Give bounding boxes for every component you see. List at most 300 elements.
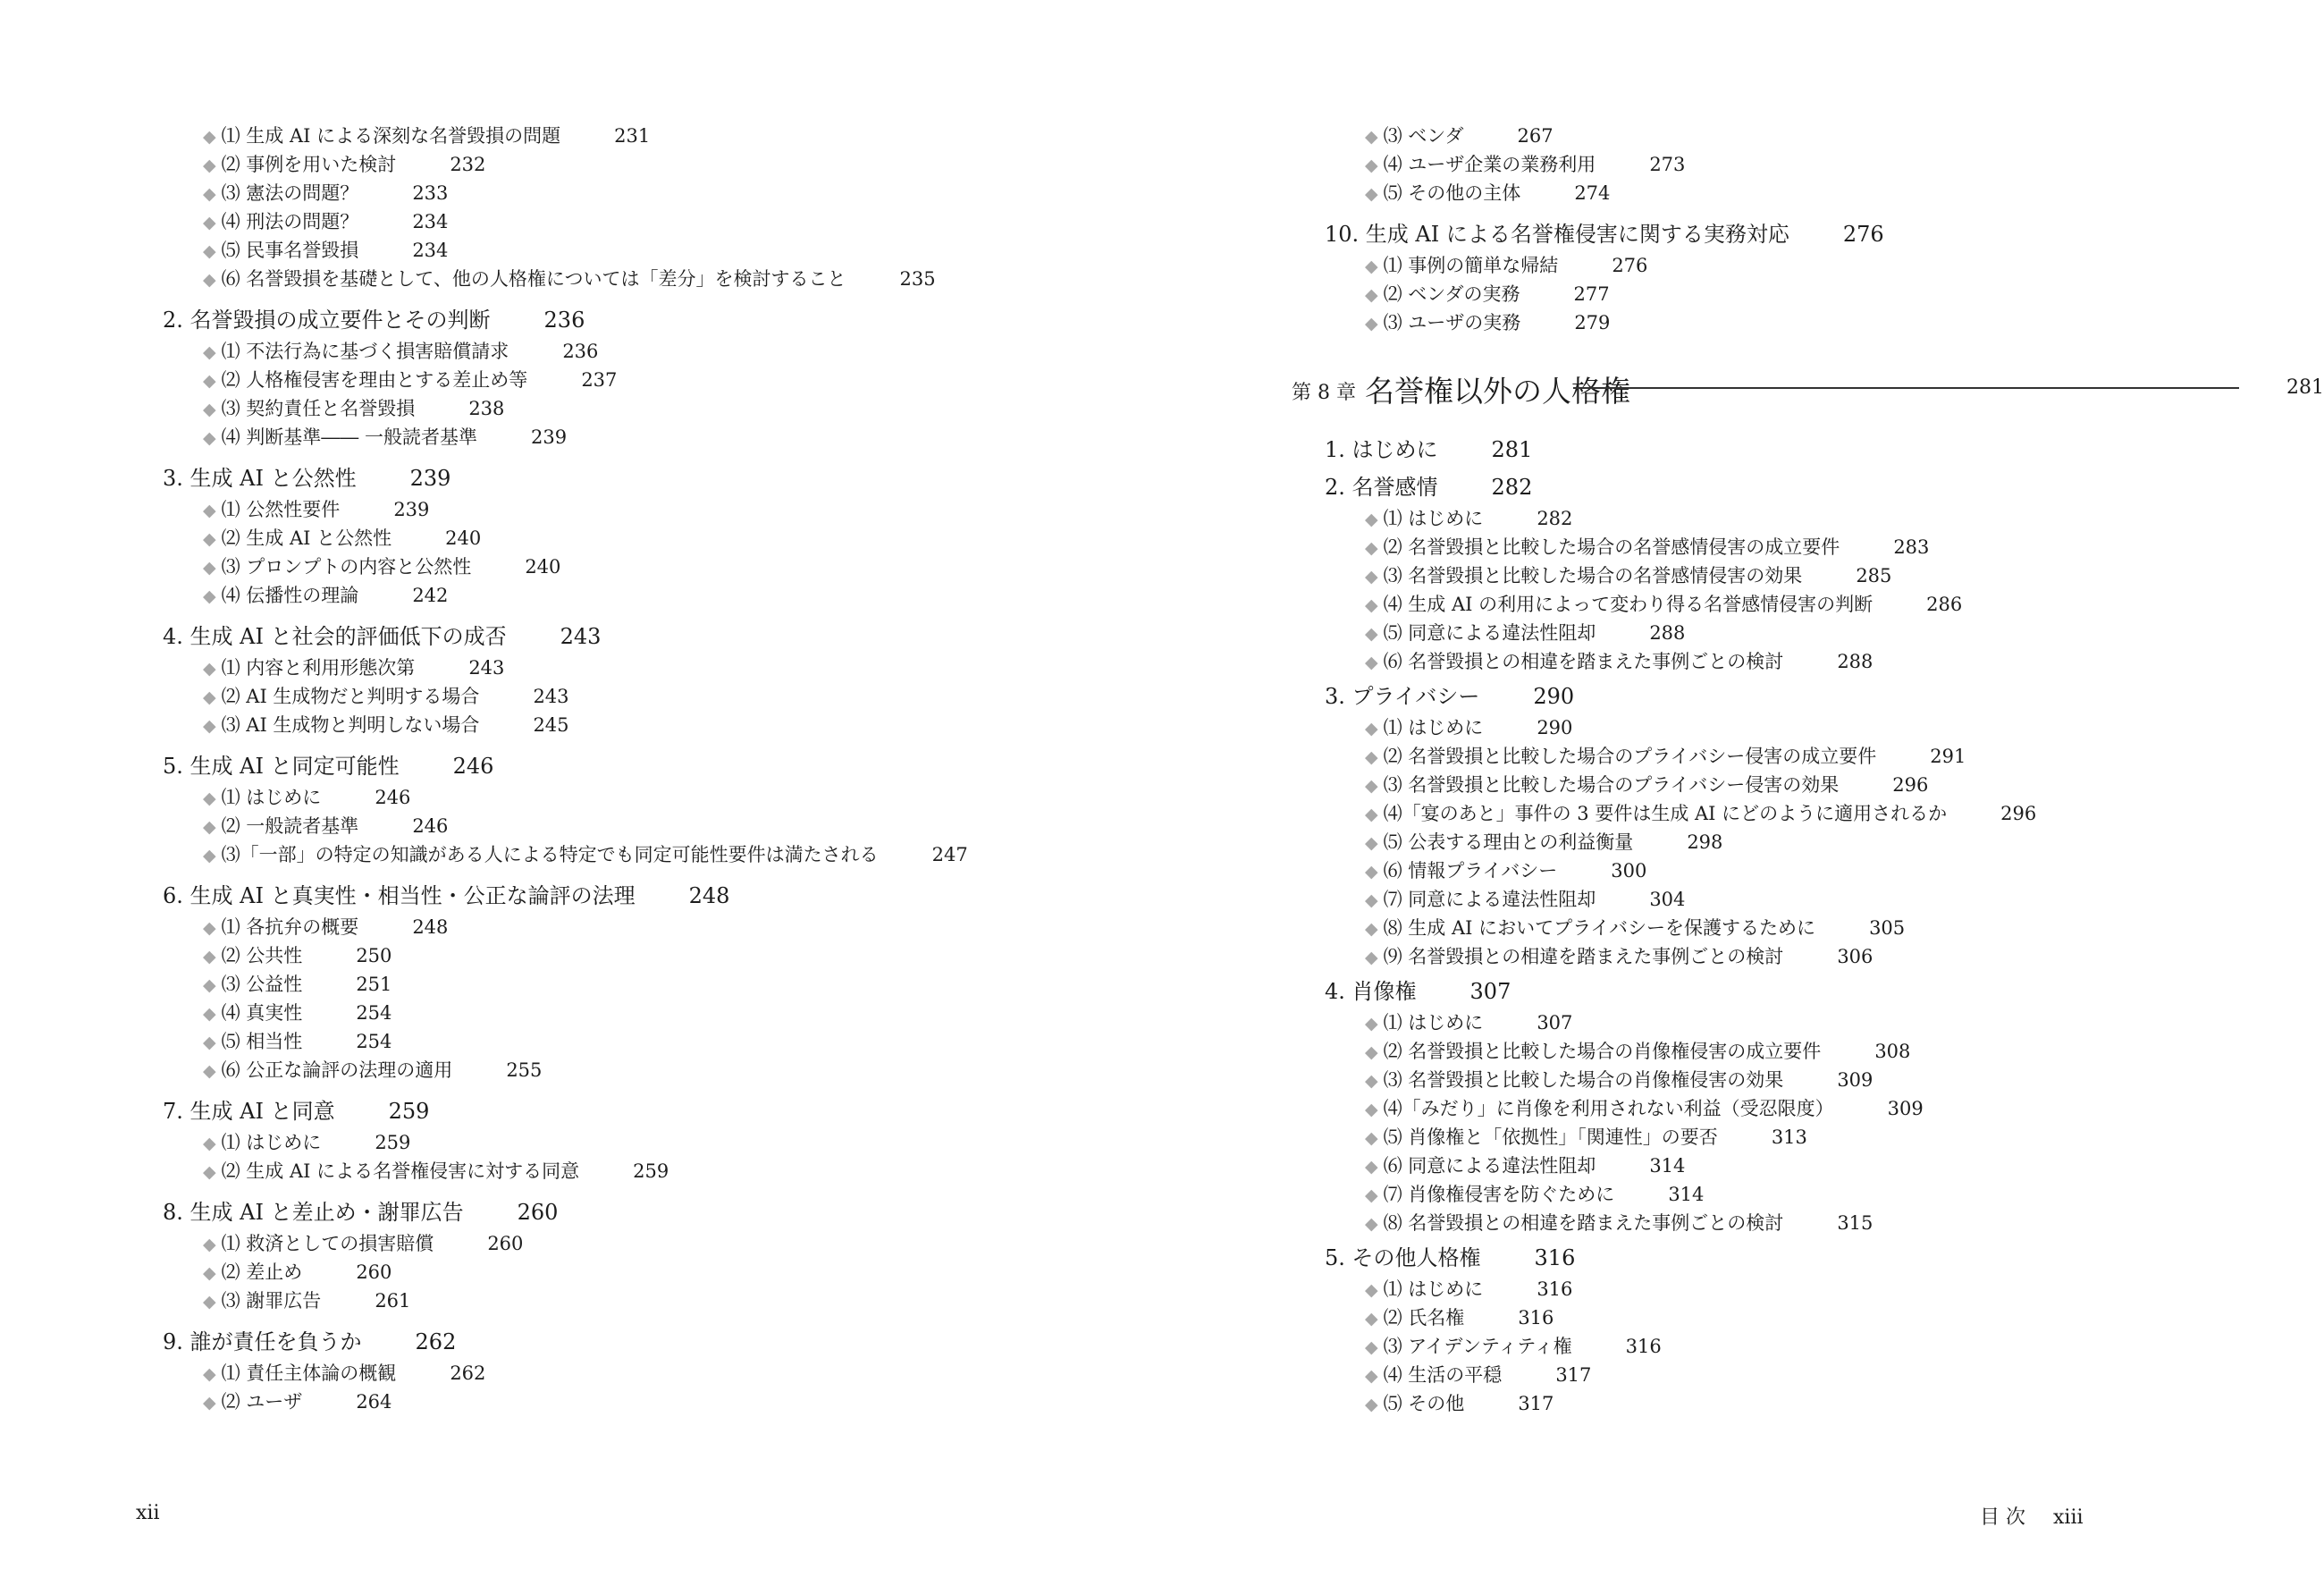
entry-page-number: 316 xyxy=(1518,1307,1554,1329)
diamond-bullet-icon: ◆ xyxy=(203,659,216,679)
diamond-bullet-icon: ◆ xyxy=(203,127,216,147)
toc-entry[interactable] xyxy=(203,1134,410,1152)
toc-entry[interactable] xyxy=(1365,1014,1572,1033)
diamond-bullet-icon: ◆ xyxy=(1365,595,1378,615)
diamond-bullet-icon: ◆ xyxy=(1365,1128,1378,1148)
diamond-bullet-icon: ◆ xyxy=(1365,1157,1378,1177)
entry-title: ⑵ 人格権侵害を理由とする差止め等 xyxy=(221,369,528,391)
entry-title: ⑹ 情報プライバシー xyxy=(1383,860,1558,882)
toc-entry[interactable] xyxy=(203,241,448,260)
toc-entry[interactable] xyxy=(1365,1185,1704,1204)
entry-page-number: 300 xyxy=(1611,860,1647,882)
entry-page-number: 290 xyxy=(1537,717,1573,738)
entry-title: ⑶ 契約責任と名誉毀損 xyxy=(221,398,416,419)
toc-section-heading[interactable] xyxy=(1325,477,1532,498)
entry-page-number: 250 xyxy=(356,945,392,966)
entry-page-number: 285 xyxy=(1856,565,1892,586)
entry-title: ⑷ 伝播性の理論 xyxy=(221,585,359,606)
entry-title: ⑶ 憲法の問題？ xyxy=(221,182,359,204)
chapter-heading xyxy=(1292,368,2324,409)
section-title: 9. 誰が責任を負うか xyxy=(163,1329,362,1354)
diamond-bullet-icon: ◆ xyxy=(1365,1014,1378,1033)
toc-entry[interactable] xyxy=(203,342,598,361)
section-title: 1. はじめに xyxy=(1325,437,1438,462)
entry-title: ⑶ 謝罪広告 xyxy=(221,1290,322,1312)
entry-page-number: 247 xyxy=(931,844,968,865)
entry-page-number: 288 xyxy=(1649,622,1686,644)
entry-page-number: 232 xyxy=(450,154,486,175)
entry-page-number: 264 xyxy=(356,1391,392,1413)
entry-page-number: 246 xyxy=(412,815,449,837)
entry-title: ⑶ 名誉毀損と比較した場合の肖像権侵害の効果 xyxy=(1383,1069,1784,1091)
entry-title: ⑵ 生成 AI による名誉権侵害に対する同意 xyxy=(221,1160,580,1182)
entry-page-number: 237 xyxy=(581,369,618,391)
diamond-bullet-icon: ◆ xyxy=(203,1134,216,1153)
toc-entry[interactable] xyxy=(1365,624,1685,643)
entry-page-number: 298 xyxy=(1687,831,1723,853)
toc-entry[interactable] xyxy=(203,1235,523,1253)
toc-entry[interactable] xyxy=(203,716,569,735)
toc-section-heading[interactable] xyxy=(163,885,729,907)
entry-page-number: 307 xyxy=(1537,1012,1573,1033)
toc-entry[interactable] xyxy=(1365,948,1873,966)
diamond-bullet-icon: ◆ xyxy=(1365,127,1378,147)
diamond-bullet-icon: ◆ xyxy=(1365,919,1378,939)
entry-page-number: 234 xyxy=(412,211,449,232)
toc-entry[interactable] xyxy=(1365,285,1610,304)
entry-page-number: 248 xyxy=(412,916,449,938)
toc-entry[interactable] xyxy=(1365,747,1966,766)
diamond-bullet-icon: ◆ xyxy=(1365,890,1378,910)
toc-entry[interactable] xyxy=(203,975,392,994)
chapter-page: 281 xyxy=(2286,376,2324,399)
entry-page-number: 304 xyxy=(1649,889,1686,910)
diamond-bullet-icon: ◆ xyxy=(203,156,216,175)
toc-left xyxy=(0,0,1117,1586)
entry-title: ⑶ 公益性 xyxy=(221,974,303,995)
entry-title: ⑸ 公表する理由との利益衡量 xyxy=(1383,831,1634,853)
entry-page-number: 291 xyxy=(1930,746,1966,767)
chapter-leader-rule xyxy=(1573,387,2239,389)
entry-title: ⑷ 生成 AI の利用によって変わり得る名誉感情侵害の判断 xyxy=(1383,594,1874,615)
running-head-label: 目 次 xyxy=(1980,1506,2025,1529)
entry-title: ⑶ アイデンティティ権 xyxy=(1383,1336,1572,1357)
toc-entry[interactable] xyxy=(203,371,617,390)
entry-title: ⑷「宴のあと」事件の 3 要件は生成 AI にどのように適用されるか xyxy=(1383,803,1948,824)
entry-title: ⑶ AI 生成物と判明しない場合 xyxy=(221,714,480,736)
section-page-number: 276 xyxy=(1842,222,1884,247)
entry-title: ⑴ 責任主体論の概観 xyxy=(221,1362,397,1384)
toc-entry[interactable] xyxy=(1365,1395,1554,1413)
section-title: 4. 肖像権 xyxy=(1325,979,1417,1004)
entry-page-number: 309 xyxy=(1887,1098,1924,1119)
section-title: 3. プライバシー xyxy=(1325,684,1480,709)
toc-entry[interactable] xyxy=(1365,567,1891,586)
diamond-bullet-icon: ◆ xyxy=(203,1061,216,1081)
toc-entry[interactable] xyxy=(1365,919,1905,938)
entry-page-number: 240 xyxy=(525,556,561,578)
toc-entry[interactable] xyxy=(1365,862,1646,881)
diamond-bullet-icon: ◆ xyxy=(1365,1309,1378,1329)
toc-entry[interactable] xyxy=(1365,1337,1662,1356)
toc-entry[interactable] xyxy=(203,688,569,706)
toc-section-heading[interactable] xyxy=(163,1101,429,1122)
diamond-bullet-icon: ◆ xyxy=(1365,948,1378,967)
entry-page-number: 316 xyxy=(1537,1278,1573,1300)
toc-section-heading[interactable] xyxy=(163,468,450,489)
toc-section-heading[interactable] xyxy=(1325,686,1574,707)
toc-entry[interactable] xyxy=(203,947,392,966)
diamond-bullet-icon: ◆ xyxy=(1365,747,1378,767)
section-title: 8. 生成 AI と差止め・謝罪広告 xyxy=(163,1200,464,1225)
section-page-number: 260 xyxy=(517,1200,559,1225)
entry-title: ⑵ 名誉毀損と比較した場合のプライバシー侵害の成立要件 xyxy=(1383,746,1877,767)
entry-page-number: 260 xyxy=(487,1233,524,1254)
toc-entry[interactable] xyxy=(203,817,448,836)
diamond-bullet-icon: ◆ xyxy=(1365,1071,1378,1091)
diamond-bullet-icon: ◆ xyxy=(203,1364,216,1384)
section-page-number: 248 xyxy=(688,883,730,908)
right-page xyxy=(1117,0,2324,1586)
toc-entry[interactable] xyxy=(1365,257,1647,275)
entry-title: ⑴ 救済としての損害賠償 xyxy=(221,1233,434,1254)
toc-entry[interactable] xyxy=(1365,314,1610,333)
toc-entry[interactable] xyxy=(1365,1100,1924,1118)
entry-page-number: 246 xyxy=(375,787,411,808)
left-page xyxy=(0,0,1117,1586)
diamond-bullet-icon: ◆ xyxy=(1365,776,1378,796)
entry-title: ⑹ 名誉毀損との相違を踏まえた事例ごとの検討 xyxy=(1383,651,1784,672)
toc-entry[interactable] xyxy=(1365,1280,1572,1299)
diamond-bullet-icon: ◆ xyxy=(1365,510,1378,529)
diamond-bullet-icon: ◆ xyxy=(203,789,216,808)
entry-title: ⑸ その他 xyxy=(1383,1393,1465,1414)
entry-title: ⑴ 不法行為に基づく損害賠償請求 xyxy=(221,341,509,362)
toc-entry[interactable] xyxy=(203,1162,669,1181)
diamond-bullet-icon: ◆ xyxy=(1365,285,1378,305)
toc-entry[interactable] xyxy=(1365,1309,1554,1328)
entry-title: ⑵ 名誉毀損と比較した場合の肖像権侵害の成立要件 xyxy=(1383,1041,1822,1062)
entry-page-number: 306 xyxy=(1837,946,1874,967)
entry-title: ⑴ はじめに xyxy=(1383,1012,1484,1033)
toc-entry[interactable] xyxy=(203,1292,410,1311)
entry-page-number: 233 xyxy=(412,182,449,204)
entry-page-number: 239 xyxy=(530,426,568,448)
toc-entry[interactable] xyxy=(1365,653,1873,671)
diamond-bullet-icon: ◆ xyxy=(1365,567,1378,586)
entry-page-number: 245 xyxy=(533,714,569,736)
running-head xyxy=(1980,1502,2084,1530)
diamond-bullet-icon: ◆ xyxy=(1365,184,1378,204)
entry-page-number: 238 xyxy=(468,398,505,419)
chapter-number: 第 8 章 xyxy=(1292,382,1356,404)
toc-entry[interactable] xyxy=(203,1061,542,1080)
toc-section-heading[interactable] xyxy=(163,309,585,331)
entry-title: ⑷ 刑法の問題？ xyxy=(221,211,359,232)
diamond-bullet-icon: ◆ xyxy=(1365,719,1378,738)
toc-entry[interactable] xyxy=(1365,1214,1873,1233)
toc-section-heading[interactable] xyxy=(1325,439,1532,460)
toc-entry[interactable] xyxy=(203,501,429,519)
entry-title: ⑼ 名誉毀損との相違を踏まえた事例ごとの検討 xyxy=(1383,946,1784,967)
entry-title: ⑸ 肖像権と「依拠性」「関連性」の要否 xyxy=(1383,1126,1718,1148)
toc-entry[interactable] xyxy=(1365,890,1685,909)
diamond-bullet-icon: ◆ xyxy=(203,1004,216,1024)
diamond-bullet-icon: ◆ xyxy=(203,688,216,707)
diamond-bullet-icon: ◆ xyxy=(203,558,216,578)
entry-page-number: 240 xyxy=(445,527,482,549)
toc-section-heading[interactable] xyxy=(163,1331,456,1353)
entry-title: ⑸ その他の主体 xyxy=(1383,182,1521,204)
entry-title: ⑴ はじめに xyxy=(1383,717,1484,738)
diamond-bullet-icon: ◆ xyxy=(203,428,216,448)
toc-entry[interactable] xyxy=(1365,719,1572,738)
entry-title: ⑶ プロンプトの内容と公然性 xyxy=(221,556,472,578)
diamond-bullet-icon: ◆ xyxy=(1365,653,1378,672)
diamond-bullet-icon: ◆ xyxy=(203,586,216,606)
diamond-bullet-icon: ◆ xyxy=(203,1235,216,1254)
entry-page-number: 317 xyxy=(1518,1393,1554,1414)
toc-entry[interactable] xyxy=(1365,595,1962,614)
entry-page-number: 255 xyxy=(506,1059,543,1081)
diamond-bullet-icon: ◆ xyxy=(1365,1280,1378,1300)
toc-entry[interactable] xyxy=(203,558,560,577)
entry-title: ⑴ 内容と利用形態次第 xyxy=(221,657,416,679)
page-number-left: xii xyxy=(136,1502,160,1524)
entry-page-number: 316 xyxy=(1625,1336,1662,1357)
toc-entry[interactable] xyxy=(203,428,567,447)
toc-section-heading[interactable] xyxy=(163,626,601,647)
diamond-bullet-icon: ◆ xyxy=(1365,1100,1378,1119)
toc-entry[interactable] xyxy=(203,1364,485,1383)
toc-section-heading[interactable] xyxy=(1325,1247,1575,1269)
toc-section-heading[interactable] xyxy=(163,1202,558,1223)
entry-page-number: 282 xyxy=(1537,508,1573,529)
diamond-bullet-icon: ◆ xyxy=(203,1162,216,1182)
entry-title: ⑷ 真実性 xyxy=(221,1002,303,1024)
entry-title: ⑻ 名誉毀損との相違を踏まえた事例ごとの検討 xyxy=(1383,1212,1784,1234)
diamond-bullet-icon: ◆ xyxy=(1365,833,1378,853)
diamond-bullet-icon: ◆ xyxy=(203,1033,216,1052)
entry-page-number: 274 xyxy=(1574,182,1611,204)
entry-page-number: 277 xyxy=(1573,283,1610,305)
entry-page-number: 279 xyxy=(1574,312,1611,333)
entry-title: ⑶「一部」の特定の知識がある人による特定でも同定可能性要件は満たされる xyxy=(221,844,879,865)
entry-title: ⑵ 公共性 xyxy=(221,945,303,966)
diamond-bullet-icon: ◆ xyxy=(203,371,216,391)
section-title: 5. 生成 AI と同定可能性 xyxy=(163,754,400,779)
section-title: 4. 生成 AI と社会的評価低下の成否 xyxy=(163,624,507,649)
toc-entry[interactable] xyxy=(203,1033,392,1051)
diamond-bullet-icon: ◆ xyxy=(203,1292,216,1312)
entry-title: ⑶ ユーザの実務 xyxy=(1383,312,1521,333)
entry-title: ⑷ 生活の平穏 xyxy=(1383,1364,1503,1386)
entry-title: ⑵ 氏名権 xyxy=(1383,1307,1465,1329)
diamond-bullet-icon: ◆ xyxy=(1365,624,1378,644)
page-number-right: xiii xyxy=(2053,1506,2084,1529)
diamond-bullet-icon: ◆ xyxy=(1365,1214,1378,1234)
entry-title: ⑺ 肖像権侵害を防ぐために xyxy=(1383,1184,1615,1205)
diamond-bullet-icon: ◆ xyxy=(203,342,216,362)
section-title: 5. その他人格権 xyxy=(1325,1245,1481,1270)
diamond-bullet-icon: ◆ xyxy=(203,241,216,261)
entry-title: ⑵ ベンダの実務 xyxy=(1383,283,1520,305)
entry-page-number: 276 xyxy=(1612,255,1648,276)
entry-page-number: 261 xyxy=(375,1290,411,1312)
entry-title: ⑻ 生成 AI においてプライバシーを保護するために xyxy=(1383,917,1816,939)
diamond-bullet-icon: ◆ xyxy=(1365,257,1378,276)
entry-title: ⑶ ベンダ xyxy=(1383,125,1464,147)
entry-title: ⑴ 生成 AI による深刻な名誉毀損の問題 xyxy=(221,125,561,147)
entry-page-number: 296 xyxy=(1892,774,1929,796)
toc-entry[interactable] xyxy=(1365,184,1610,203)
toc-section-heading[interactable] xyxy=(1325,981,1511,1002)
diamond-bullet-icon: ◆ xyxy=(203,716,216,736)
entry-title: ⑵ ユーザ xyxy=(221,1391,303,1413)
section-page-number: 282 xyxy=(1491,475,1533,500)
toc-entry[interactable] xyxy=(1365,127,1554,146)
toc-entry[interactable] xyxy=(1365,805,2036,823)
toc-entry[interactable] xyxy=(203,270,936,289)
toc-right xyxy=(1117,0,2235,1586)
toc-entry[interactable] xyxy=(203,156,485,174)
section-page-number: 290 xyxy=(1533,684,1575,709)
toc-entry[interactable] xyxy=(203,1263,392,1282)
diamond-bullet-icon: ◆ xyxy=(203,947,216,966)
entry-title: ⑴ はじめに xyxy=(221,787,322,808)
entry-title: ⑷ ユーザ企業の業務利用 xyxy=(1383,154,1596,175)
section-page-number: 307 xyxy=(1469,979,1511,1004)
entry-page-number: 259 xyxy=(375,1132,411,1153)
diamond-bullet-icon: ◆ xyxy=(1365,314,1378,333)
diamond-bullet-icon: ◆ xyxy=(203,918,216,938)
toc-entry[interactable] xyxy=(1365,833,1722,852)
toc-entry[interactable] xyxy=(1365,1071,1873,1090)
diamond-bullet-icon: ◆ xyxy=(1365,1395,1378,1414)
section-page-number: 246 xyxy=(452,754,494,779)
entry-title: ⑴ 事例の簡単な帰結 xyxy=(1383,255,1559,276)
toc-entry[interactable] xyxy=(1365,1128,1807,1147)
section-page-number: 262 xyxy=(415,1329,457,1354)
entry-page-number: 305 xyxy=(1869,917,1906,939)
toc-entry[interactable] xyxy=(203,529,481,548)
section-title: 2. 名誉毀損の成立要件とその判断 xyxy=(163,308,491,333)
toc-entry[interactable] xyxy=(203,400,504,418)
entry-title: ⑹ 公正な論評の法理の適用 xyxy=(221,1059,453,1081)
toc-entry[interactable] xyxy=(203,1004,392,1023)
section-title: 3. 生成 AI と公然性 xyxy=(163,466,357,491)
chapter-title: 名誉権以外の人格権 xyxy=(1365,374,1630,409)
toc-entry[interactable] xyxy=(203,213,448,232)
toc-entry[interactable] xyxy=(1365,1042,1910,1061)
entry-page-number: 262 xyxy=(450,1362,486,1384)
entry-page-number: 231 xyxy=(614,125,651,147)
entry-page-number: 234 xyxy=(412,240,449,261)
diamond-bullet-icon: ◆ xyxy=(203,817,216,837)
toc-entry[interactable] xyxy=(203,846,968,865)
entry-page-number: 308 xyxy=(1874,1041,1911,1062)
diamond-bullet-icon: ◆ xyxy=(203,846,216,865)
diamond-bullet-icon: ◆ xyxy=(1365,156,1378,175)
entry-page-number: 260 xyxy=(356,1261,392,1283)
entry-title: ⑸ 相当性 xyxy=(221,1031,303,1052)
entry-page-number: 251 xyxy=(356,974,392,995)
toc-entry[interactable] xyxy=(1365,538,1929,557)
diamond-bullet-icon: ◆ xyxy=(1365,1366,1378,1386)
toc-entry[interactable] xyxy=(203,586,448,605)
toc-entry[interactable] xyxy=(203,1393,392,1412)
toc-entry[interactable] xyxy=(203,659,504,678)
entry-page-number: 254 xyxy=(356,1002,392,1024)
section-title: 10. 生成 AI による名誉権侵害に関する実務対応 xyxy=(1325,222,1789,247)
diamond-bullet-icon: ◆ xyxy=(203,1263,216,1283)
toc-entry[interactable] xyxy=(203,918,448,937)
entry-page-number: 242 xyxy=(412,585,449,606)
entry-title: ⑵ 事例を用いた検討 xyxy=(221,154,397,175)
entry-title: ⑶ 名誉毀損と比較した場合のプライバシー侵害の効果 xyxy=(1383,774,1840,796)
toc-entry[interactable] xyxy=(203,789,410,807)
entry-title: ⑴ はじめに xyxy=(221,1132,322,1153)
entry-title: ⑹ 同意による違法性阻却 xyxy=(1383,1155,1596,1177)
entry-page-number: 296 xyxy=(2000,803,2037,824)
entry-title: ⑸ 同意による違法性阻却 xyxy=(1383,622,1596,644)
entry-page-number: 239 xyxy=(393,499,430,520)
diamond-bullet-icon: ◆ xyxy=(203,1393,216,1413)
section-page-number: 239 xyxy=(409,466,451,491)
diamond-bullet-icon: ◆ xyxy=(203,975,216,995)
toc-entry[interactable] xyxy=(1365,1366,1591,1385)
entry-title: ⑷ 判断基準―― 一般読者基準 xyxy=(221,426,477,448)
entry-page-number: 313 xyxy=(1771,1126,1807,1148)
section-page-number: 316 xyxy=(1534,1245,1576,1270)
entry-title: ⑵ AI 生成物だと判明する場合 xyxy=(221,686,480,707)
entry-page-number: 315 xyxy=(1837,1212,1874,1234)
diamond-bullet-icon: ◆ xyxy=(1365,1337,1378,1357)
entry-title: ⑴ 各抗弁の概要 xyxy=(221,916,359,938)
toc-entry[interactable] xyxy=(203,127,650,146)
diamond-bullet-icon: ◆ xyxy=(1365,1042,1378,1062)
diamond-bullet-icon: ◆ xyxy=(203,529,216,549)
entry-title: ⑵ 生成 AI と公然性 xyxy=(221,527,392,549)
entry-page-number: 267 xyxy=(1517,125,1554,147)
toc-entry[interactable] xyxy=(1365,776,1928,795)
diamond-bullet-icon: ◆ xyxy=(203,400,216,419)
entry-page-number: 243 xyxy=(468,657,505,679)
entry-page-number: 236 xyxy=(562,341,599,362)
entry-page-number: 243 xyxy=(533,686,569,707)
entry-page-number: 288 xyxy=(1837,651,1874,672)
entry-page-number: 235 xyxy=(899,268,936,290)
entry-title: ⑵ 名誉毀損と比較した場合の名誉感情侵害の成立要件 xyxy=(1383,536,1840,558)
toc-entry[interactable] xyxy=(203,184,448,203)
entry-page-number: 254 xyxy=(356,1031,392,1052)
toc-section-heading[interactable] xyxy=(163,755,493,777)
toc-entry[interactable] xyxy=(1365,156,1685,174)
section-page-number: 243 xyxy=(560,624,602,649)
toc-section-heading[interactable] xyxy=(1325,224,1884,245)
entry-title: ⑵ 差止め xyxy=(221,1261,303,1283)
toc-entry[interactable] xyxy=(1365,510,1572,528)
section-page-number: 281 xyxy=(1491,437,1533,462)
entry-page-number: 314 xyxy=(1649,1155,1686,1177)
toc-entry[interactable] xyxy=(1365,1157,1685,1176)
entry-page-number: 314 xyxy=(1668,1184,1705,1205)
entry-title: ⑸ 民事名誉毀損 xyxy=(221,240,359,261)
diamond-bullet-icon: ◆ xyxy=(203,501,216,520)
entry-page-number: 259 xyxy=(633,1160,669,1182)
entry-title: ⑵ 一般読者基準 xyxy=(221,815,359,837)
entry-title: ⑶ 名誉毀損と比較した場合の名誉感情侵害の効果 xyxy=(1383,565,1803,586)
